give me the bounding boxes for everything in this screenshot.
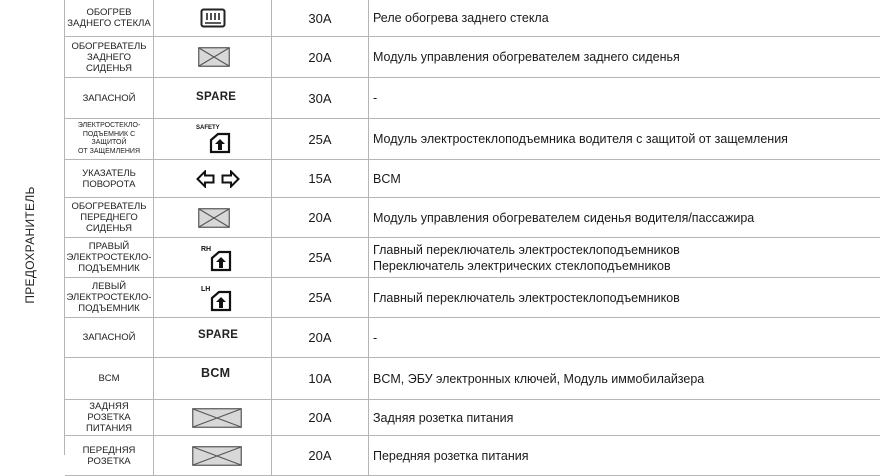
fuse-symbol-cell [154,0,272,36]
power-window-icon [210,250,232,272]
fuse-description-cell [369,198,880,237]
fuse-name: ПЕРЕДНЯЯ РОЗЕТКА [82,444,136,467]
spare-symbol-text: SPARE [196,91,237,103]
fuse-name-cell [65,0,154,36]
fuse-description-cell [369,119,880,159]
fuse-name: ЭЛЕКТРОСТЕКЛО- ПОДЪЕМНИК С ЗАЩИТОЙ ОТ ЗАЩЕМЛЕНИЯ [77,122,141,155]
fuse-name-cell [65,37,154,77]
fuse-rating: 25A [308,250,332,265]
fuse-rating: 10A [308,371,332,386]
fuse-description: Передняя розетка питания [373,448,529,463]
table-row [65,318,880,358]
fuse-rating: 20A [308,410,332,425]
fuse-name: ЛЕВЫЙ ЭЛЕКТРОСТЕКЛО- ПОДЪЕМНИК [66,281,152,314]
fuse-symbol-cell [154,278,272,317]
fuse-description-cell [369,238,880,277]
fuse-table [64,0,880,467]
table-row [65,0,880,37]
fuse-description: BCM [373,171,401,186]
fuse-description: Модуль управления обогревателем заднего сиденья [373,50,680,64]
turn-signal-arrows-icon [196,170,240,188]
fuse-description-cell [369,0,880,36]
fuse-symbol-cell [154,160,272,197]
fuse-name-cell [65,278,154,317]
fuse-rating: 15A [308,171,332,186]
power-window-icon [209,132,231,154]
table-row [65,278,880,318]
fuse-rating-cell [272,358,369,399]
fuse-rating-cell [272,37,369,77]
fuse-rating-cell [272,278,369,317]
socket-box-icon [192,446,242,466]
lh-tag: LH [201,286,211,293]
fuse-symbol-cell [154,37,272,77]
fuse-symbol-cell [154,436,272,475]
fuse-description-cell [369,358,880,399]
fuse-name-cell [65,238,154,277]
fuse-rating: 25A [308,131,332,147]
fuse-symbol-cell [154,358,272,399]
fuse-rating: 20A [308,448,332,463]
fuse-rating: 20A [308,330,332,345]
fuse-rating-cell [272,238,369,277]
fuse-symbol-cell [154,78,272,118]
fuse-name-cell [65,160,154,197]
table-row [65,400,880,436]
fuse-name-cell [65,119,154,159]
fuse-rating: 20A [308,49,332,65]
fuse-description: Задняя розетка питания [373,410,514,425]
heater-box-icon [198,208,230,228]
fuse-description-cell [369,278,880,317]
table-row [65,238,880,278]
fuse-name: ЗАПАСНОЙ [82,92,136,104]
fuse-description: - [373,330,378,345]
fuse-description: BCM, ЭБУ электронных ключей, Модуль иммобилайзера [373,371,705,386]
fuse-name-cell [65,436,154,475]
safety-tag: SAFETY [196,125,220,131]
fuse-name-cell [65,78,154,118]
fuse-name: ОБОГРЕВАТЕЛЬ ПЕРЕДНЕГО СИДЕНЬЯ [71,201,147,234]
fuse-rating-cell [272,436,369,475]
fuse-name-cell [65,400,154,435]
fuse-rating: 25A [308,290,332,305]
fuse-name: ОБОГРЕВ ЗАДНЕГО СТЕКЛА [67,7,151,29]
fuse-description: Модуль электростеклоподъемника водителя с защитой от защемления [373,132,788,146]
fuse-rating: 20A [308,210,332,225]
fuse-symbol-cell [154,198,272,237]
fuse-rating-cell [272,78,369,118]
fuse-name-cell [65,318,154,357]
table-row [65,78,880,119]
fuse-name: ЗАДНЯЯ РОЗЕТКА ПИТАНИЯ [85,401,133,434]
table-row [65,358,880,400]
power-window-icon [210,290,232,312]
fuse-name: УКАЗАТЕЛЬ ПОВОРОТА [82,167,136,190]
fuse-description: Модуль управления обогревателем сиденья водителя/пассажира [373,210,755,225]
table-row [65,37,880,78]
fuse-rating-cell [272,0,369,36]
fuse-name: ПРАВЫЙ ЭЛЕКТРОСТЕКЛО- ПОДЪЕМНИК [66,241,152,274]
rear-defrost-icon [200,8,226,28]
fuse-name: ОБОГРЕВАТЕЛЬ ЗАДНЕГО СИДЕНЬЯ [71,40,147,74]
fuse-symbol-cell [154,119,272,159]
fuse-rating: 30A [308,10,332,26]
fuse-rating-cell [272,318,369,357]
fuse-description-cell [369,78,880,118]
fuse-description-cell [369,37,880,77]
fuse-name: ЗАПАСНОЙ [82,332,136,343]
fuse-description: Главный переключатель электростеклоподъемников [373,290,680,305]
fuse-description: Главный переключатель электростеклоподъемников [373,242,680,257]
fuse-name-cell [65,358,154,399]
bcm-symbol-text: BCM [201,366,231,380]
fuse-column-label: ПРЕДОХРАНИТЕЛЬ [23,186,37,304]
heater-box-icon [198,47,230,67]
fuse-symbol-cell [154,238,272,277]
fuse-rating-cell [272,400,369,435]
fuse-description-cell [369,400,880,435]
table-row [65,436,880,476]
fuse-description: Переключатель электрических стеклоподъемников [373,258,671,273]
fuse-rating-cell [272,160,369,197]
fuse-description-cell [369,160,880,197]
table-row [65,198,880,238]
fuse-description-cell [369,436,880,475]
table-row [65,160,880,198]
fuse-rating-cell [272,198,369,237]
rh-tag: RH [201,246,212,253]
fuse-description: Реле обогрева заднего стекла [373,11,549,25]
fuse-description-cell [369,318,880,357]
socket-box-icon [192,408,242,428]
spare-symbol-text: SPARE [198,329,239,341]
fuse-column-label-area [0,0,60,455]
fuse-rating-cell [272,119,369,159]
fuse-symbol-cell [154,400,272,435]
table-row [65,119,880,160]
fuse-name-cell [65,198,154,237]
fuse-description: - [373,91,378,105]
fuse-rating: 30A [308,90,332,106]
fuse-name: BCM [98,373,120,384]
fuse-symbol-cell [154,318,272,357]
